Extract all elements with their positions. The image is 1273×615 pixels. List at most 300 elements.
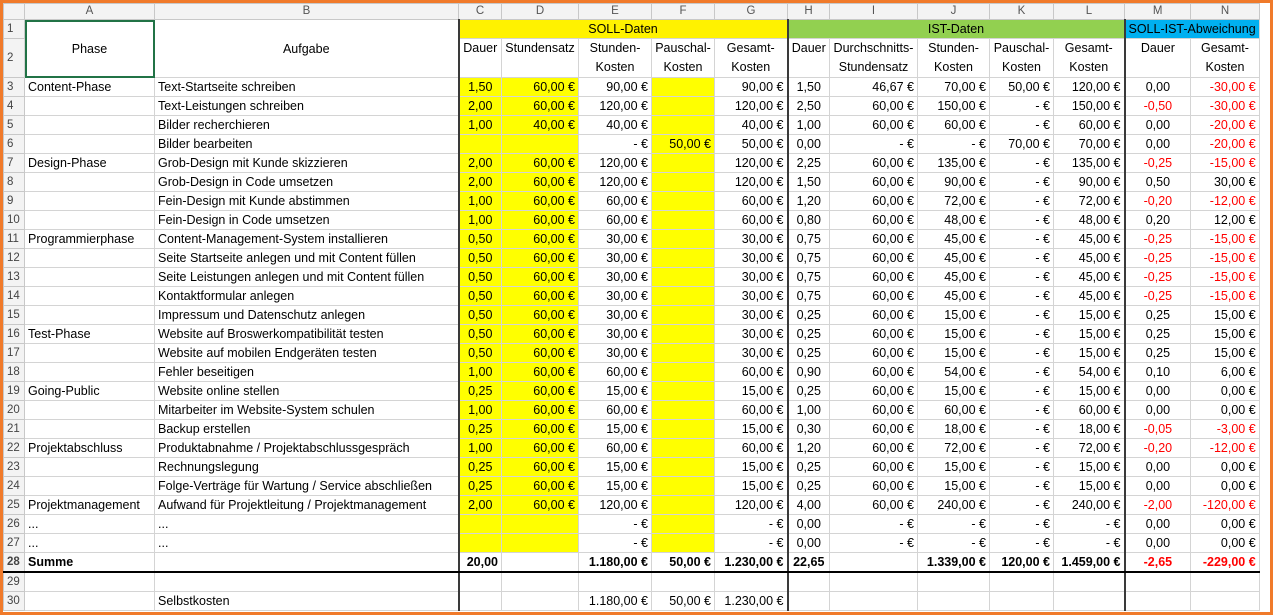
cell-soll-stundensatz[interactable]: 60,00 € [502,230,579,249]
row-header[interactable]: 21 [4,420,25,439]
column-header-d[interactable]: D [502,4,579,20]
cell-ist-gesamt-kosten[interactable]: 45,00 € [1054,249,1125,268]
empty-cell[interactable] [155,572,459,592]
cell-soll-pauschal-kosten[interactable] [652,97,715,116]
row-header[interactable]: 16 [4,325,25,344]
cell-ist-dauer[interactable]: 0,25 [788,382,830,401]
cell-soll-stundensatz[interactable] [502,135,579,154]
cell-ist-stunden-kosten[interactable]: 150,00 € [918,97,990,116]
cell-summe-soll-stundensatz[interactable] [502,553,579,573]
cell-soll-stunden-kosten[interactable]: 30,00 € [579,268,652,287]
cell-aufgabe[interactable]: Aufwand für Projektleitung / Projektmanagement [155,496,459,515]
cell-abw-gesamt-kosten[interactable]: -30,00 € [1191,97,1259,116]
cell-ist-dauer[interactable]: 0,25 [788,477,830,496]
cell-summe-aufgabe[interactable] [155,553,459,573]
cell-abw-dauer[interactable]: 0,00 [1125,401,1191,420]
header-h-pauschal-kosten[interactable] [652,39,715,78]
cell-ist-pauschal-kosten[interactable]: - € [990,477,1054,496]
cell-ist-pauschal-kosten[interactable]: - € [990,496,1054,515]
cell-ist-gesamt-kosten[interactable]: - € [1054,534,1125,553]
cell-phase[interactable] [25,211,155,230]
empty-cell[interactable] [1125,572,1191,592]
cell-aufgabe[interactable]: Fein-Design in Code umsetzen [155,211,459,230]
cell-abw-gesamt-kosten[interactable]: -3,00 € [1191,420,1259,439]
row-header[interactable]: 27 [4,534,25,553]
cell-ist-pauschal-kosten[interactable]: 50,00 € [990,78,1054,97]
cell-ist-stundensatz[interactable]: 60,00 € [830,287,918,306]
cell-abw-gesamt-kosten[interactable]: 15,00 € [1191,344,1259,363]
cell-soll-pauschal-kosten[interactable] [652,439,715,458]
cell-ist-dauer[interactable]: 0,75 [788,230,830,249]
cell-ist-pauschal-kosten[interactable]: - € [990,382,1054,401]
worksheet-grid[interactable] [3,3,1260,611]
cell-soll-gesamt-kosten[interactable]: 50,00 € [715,135,788,154]
cell-aufgabe[interactable]: Website auf mobilen Endgeräten testen [155,344,459,363]
cell-soll-dauer[interactable] [459,515,502,534]
cell-ist-stundensatz[interactable]: 60,00 € [830,420,918,439]
cell-abw-dauer[interactable]: 0,25 [1125,325,1191,344]
cell-abw-gesamt-kosten[interactable]: -120,00 € [1191,496,1259,515]
cell-soll-pauschal-kosten[interactable] [652,458,715,477]
cell-phase[interactable] [25,249,155,268]
cell-phase[interactable]: ... [25,515,155,534]
cell-ist-gesamt-kosten[interactable]: 72,00 € [1054,439,1125,458]
cell-phase[interactable] [25,268,155,287]
cell-soll-stunden-kosten[interactable]: 60,00 € [579,401,652,420]
cell-phase[interactable] [25,192,155,211]
cell-ist-stundensatz[interactable]: 60,00 € [830,211,918,230]
empty-cell[interactable] [918,592,990,611]
cell-soll-stundensatz[interactable]: 60,00 € [502,325,579,344]
cell-ist-stunden-kosten[interactable]: 72,00 € [918,192,990,211]
cell-abw-dauer[interactable]: 0,00 [1125,78,1191,97]
cell-soll-gesamt-kosten[interactable]: 30,00 € [715,230,788,249]
cell-ist-stundensatz[interactable]: - € [830,515,918,534]
cell-soll-pauschal-kosten[interactable] [652,306,715,325]
column-header-c[interactable]: C [459,4,502,20]
cell-ist-stundensatz[interactable]: 60,00 € [830,344,918,363]
cell-ist-dauer[interactable]: 1,00 [788,401,830,420]
cell-ist-gesamt-kosten[interactable]: 240,00 € [1054,496,1125,515]
cell-soll-dauer[interactable]: 1,00 [459,116,502,135]
cell-abw-gesamt-kosten[interactable]: -15,00 € [1191,230,1259,249]
cell-soll-stunden-kosten[interactable]: 30,00 € [579,344,652,363]
cell-ist-gesamt-kosten[interactable]: 45,00 € [1054,230,1125,249]
cell-summe-soll-dauer[interactable]: 20,00 [459,553,502,573]
row-header[interactable]: 23 [4,458,25,477]
cell-soll-dauer[interactable]: 1,00 [459,363,502,382]
header-h-stunden-kosten[interactable] [579,39,652,78]
cell-ist-gesamt-kosten[interactable]: 135,00 € [1054,154,1125,173]
cell-summe-label[interactable]: Summe [25,553,155,573]
cell-aufgabe[interactable]: Text-Startseite schreiben [155,78,459,97]
empty-cell[interactable] [1054,572,1125,592]
cell-soll-stundensatz[interactable] [502,534,579,553]
row-header[interactable]: 28 [4,553,25,573]
cell-soll-gesamt-kosten[interactable]: 40,00 € [715,116,788,135]
cell-soll-dauer[interactable]: 2,00 [459,97,502,116]
cell-ist-stundensatz[interactable]: 60,00 € [830,230,918,249]
cell-ist-gesamt-kosten[interactable]: 54,00 € [1054,363,1125,382]
cell-abw-dauer[interactable]: 0,00 [1125,135,1191,154]
row-header[interactable]: 3 [4,78,25,97]
cell-phase[interactable]: Test-Phase [25,325,155,344]
cell-soll-pauschal-kosten[interactable] [652,230,715,249]
cell-soll-stundensatz[interactable]: 60,00 € [502,477,579,496]
empty-cell[interactable] [502,572,579,592]
cell-phase[interactable]: Design-Phase [25,154,155,173]
cell-soll-stundensatz[interactable]: 60,00 € [502,458,579,477]
cell-soll-gesamt-kosten[interactable]: 60,00 € [715,211,788,230]
cell-ist-dauer[interactable]: 0,80 [788,211,830,230]
cell-ist-stunden-kosten[interactable]: - € [918,534,990,553]
cell-summe-ist-pauschal-kosten[interactable]: 120,00 € [990,553,1054,573]
cell-ist-stunden-kosten[interactable]: 45,00 € [918,268,990,287]
cell-aufgabe[interactable]: Grob-Design in Code umsetzen [155,173,459,192]
empty-cell[interactable] [918,572,990,592]
cell-ist-gesamt-kosten[interactable]: 15,00 € [1054,477,1125,496]
cell-soll-dauer[interactable]: 1,00 [459,439,502,458]
cell-phase[interactable] [25,287,155,306]
cell-ist-pauschal-kosten[interactable]: - € [990,420,1054,439]
cell-ist-pauschal-kosten[interactable]: - € [990,268,1054,287]
cell-abw-gesamt-kosten[interactable]: 6,00 € [1191,363,1259,382]
cell-ist-stunden-kosten[interactable]: 90,00 € [918,173,990,192]
row-header[interactable]: 29 [4,572,25,592]
empty-cell[interactable] [1125,592,1191,611]
cell-summe-ist-gesamt-kosten[interactable]: 1.459,00 € [1054,553,1125,573]
cell-ist-dauer[interactable]: 1,50 [788,78,830,97]
cell-soll-dauer[interactable]: 1,00 [459,401,502,420]
cell-soll-pauschal-kosten[interactable] [652,325,715,344]
empty-cell[interactable] [715,572,788,592]
row-header-1[interactable]: 1 [4,20,25,39]
cell-ist-stundensatz[interactable]: 60,00 € [830,116,918,135]
cell-ist-stundensatz[interactable]: 60,00 € [830,97,918,116]
cell-abw-gesamt-kosten[interactable]: -20,00 € [1191,135,1259,154]
cell-ist-stunden-kosten[interactable]: 60,00 € [918,401,990,420]
cell-ist-stunden-kosten[interactable]: 60,00 € [918,116,990,135]
column-header-l[interactable]: L [1054,4,1125,20]
cell-ist-stundensatz[interactable]: 60,00 € [830,382,918,401]
cell-ist-stunden-kosten[interactable]: 15,00 € [918,458,990,477]
empty-cell[interactable] [990,572,1054,592]
cell-aufgabe[interactable]: Bilder bearbeiten [155,135,459,154]
cell-soll-dauer[interactable]: 0,25 [459,420,502,439]
empty-cell[interactable] [830,592,918,611]
column-header-f[interactable]: F [652,4,715,20]
cell-soll-dauer[interactable]: 0,25 [459,382,502,401]
cell-soll-pauschal-kosten[interactable] [652,477,715,496]
cell-soll-stunden-kosten[interactable]: 30,00 € [579,287,652,306]
cell-aufgabe[interactable]: Seite Startseite anlegen und mit Content füllen [155,249,459,268]
cell-phase[interactable] [25,97,155,116]
cell-soll-gesamt-kosten[interactable]: 15,00 € [715,458,788,477]
cell-ist-pauschal-kosten[interactable]: - € [990,173,1054,192]
cell-soll-pauschal-kosten[interactable] [652,192,715,211]
cell-soll-stunden-kosten[interactable]: 15,00 € [579,420,652,439]
group-ist-daten[interactable]: IST-Daten [788,20,1125,39]
row-header[interactable]: 25 [4,496,25,515]
cell-soll-stundensatz[interactable]: 60,00 € [502,173,579,192]
cell-abw-dauer[interactable]: -0,25 [1125,230,1191,249]
cell-abw-dauer[interactable]: 0,00 [1125,458,1191,477]
cell-ist-gesamt-kosten[interactable]: 15,00 € [1054,306,1125,325]
header-h-ist-stunden-kosten[interactable] [918,39,990,78]
cell-phase[interactable]: Programmierphase [25,230,155,249]
column-header-h[interactable]: H [788,4,830,20]
cell-ist-dauer[interactable]: 0,30 [788,420,830,439]
cell-soll-dauer[interactable]: 1,00 [459,192,502,211]
cell-summe-abw-dauer[interactable]: -2,65 [1125,553,1191,573]
cell-abw-gesamt-kosten[interactable]: -12,00 € [1191,439,1259,458]
cell-ist-pauschal-kosten[interactable]: - € [990,230,1054,249]
header-aufgabe[interactable]: Aufgabe [155,20,459,78]
group-soll-ist-abweichung[interactable]: SOLL-IST-Abweichung [1125,20,1260,39]
cell-abw-gesamt-kosten[interactable]: 0,00 € [1191,477,1259,496]
cell-aufgabe[interactable]: Fein-Design mit Kunde abstimmen [155,192,459,211]
cell-soll-stunden-kosten[interactable]: 30,00 € [579,230,652,249]
cell-ist-pauschal-kosten[interactable]: - € [990,97,1054,116]
cell-ist-stundensatz[interactable]: 60,00 € [830,458,918,477]
cell-soll-pauschal-kosten[interactable] [652,211,715,230]
column-header-i[interactable]: I [830,4,918,20]
cell-soll-pauschal-kosten[interactable] [652,173,715,192]
cell-abw-gesamt-kosten[interactable]: -15,00 € [1191,249,1259,268]
cell-ist-stunden-kosten[interactable]: 15,00 € [918,477,990,496]
empty-cell[interactable] [502,592,579,611]
header-h-stundensatz[interactable] [502,39,579,78]
cell-ist-gesamt-kosten[interactable]: 15,00 € [1054,344,1125,363]
header-phase[interactable]: Phase [25,20,155,78]
cell-abw-gesamt-kosten[interactable]: 0,00 € [1191,458,1259,477]
cell-ist-stunden-kosten[interactable]: - € [918,515,990,534]
cell-ist-dauer[interactable]: 4,00 [788,496,830,515]
cell-soll-stunden-kosten[interactable]: 15,00 € [579,382,652,401]
cell-ist-stundensatz[interactable]: 60,00 € [830,477,918,496]
column-header-e[interactable]: E [579,4,652,20]
cell-ist-stundensatz[interactable]: 60,00 € [830,268,918,287]
cell-soll-gesamt-kosten[interactable]: 120,00 € [715,97,788,116]
cell-aufgabe[interactable]: Mitarbeiter im Website-System schulen [155,401,459,420]
cell-ist-stunden-kosten[interactable]: 15,00 € [918,382,990,401]
header-h-abw-gesamt-kosten[interactable] [1191,39,1259,78]
cell-soll-stunden-kosten[interactable]: 60,00 € [579,192,652,211]
cell-ist-stundensatz[interactable]: 60,00 € [830,306,918,325]
cell-aufgabe[interactable]: Website auf Broswerkompatibilität testen [155,325,459,344]
cell-abw-dauer[interactable]: 0,25 [1125,306,1191,325]
cell-summe-abw-gesamt-kosten[interactable]: -229,00 € [1191,553,1259,573]
cell-soll-dauer[interactable]: 2,00 [459,154,502,173]
cell-summe-soll-stunden-kosten[interactable]: 1.180,00 € [579,553,652,573]
cell-soll-stundensatz[interactable]: 60,00 € [502,97,579,116]
cell-soll-stundensatz[interactable]: 60,00 € [502,401,579,420]
cell-ist-pauschal-kosten[interactable]: - € [990,325,1054,344]
cell-abw-gesamt-kosten[interactable]: -20,00 € [1191,116,1259,135]
row-header[interactable]: 17 [4,344,25,363]
cell-soll-dauer[interactable]: 0,50 [459,287,502,306]
cell-ist-pauschal-kosten[interactable]: - € [990,116,1054,135]
cell-abw-dauer[interactable]: 0,00 [1125,515,1191,534]
cell-ist-pauschal-kosten[interactable]: - € [990,306,1054,325]
cell-abw-dauer[interactable]: 0,25 [1125,344,1191,363]
cell-summe-ist-stundensatz[interactable] [830,553,918,573]
cell-abw-dauer[interactable]: -0,25 [1125,249,1191,268]
cell-abw-dauer[interactable]: -0,25 [1125,154,1191,173]
cell-abw-dauer[interactable]: 0,50 [1125,173,1191,192]
cell-soll-stundensatz[interactable]: 60,00 € [502,287,579,306]
cell-selbstkosten-gesamt[interactable]: 1.230,00 € [715,592,788,611]
cell-ist-gesamt-kosten[interactable]: 120,00 € [1054,78,1125,97]
cell-soll-stunden-kosten[interactable]: 90,00 € [579,78,652,97]
header-h-abw-dauer[interactable] [1125,39,1191,78]
cell-soll-stunden-kosten[interactable]: 120,00 € [579,173,652,192]
cell-ist-gesamt-kosten[interactable]: 18,00 € [1054,420,1125,439]
cell-soll-dauer[interactable]: 0,50 [459,230,502,249]
cell-soll-pauschal-kosten[interactable] [652,420,715,439]
cell-phase[interactable] [25,135,155,154]
cell-abw-gesamt-kosten[interactable]: -15,00 € [1191,287,1259,306]
cell-aufgabe[interactable]: Produktabnahme / Projektabschlussgespräch [155,439,459,458]
cell-soll-stundensatz[interactable]: 60,00 € [502,420,579,439]
cell-ist-dauer[interactable]: 0,00 [788,135,830,154]
cell-ist-stunden-kosten[interactable]: 15,00 € [918,325,990,344]
cell-ist-stunden-kosten[interactable]: 15,00 € [918,344,990,363]
empty-cell[interactable] [579,572,652,592]
cell-ist-dauer[interactable]: 1,20 [788,192,830,211]
cell-soll-stundensatz[interactable]: 60,00 € [502,154,579,173]
empty-cell[interactable] [990,592,1054,611]
cell-ist-pauschal-kosten[interactable]: - € [990,401,1054,420]
select-all-corner[interactable] [4,4,25,20]
cell-soll-stundensatz[interactable]: 60,00 € [502,192,579,211]
cell-soll-stunden-kosten[interactable]: 15,00 € [579,458,652,477]
cell-soll-dauer[interactable] [459,135,502,154]
cell-abw-gesamt-kosten[interactable]: -30,00 € [1191,78,1259,97]
cell-soll-pauschal-kosten[interactable]: 50,00 € [652,135,715,154]
cell-ist-pauschal-kosten[interactable]: - € [990,154,1054,173]
cell-ist-stundensatz[interactable]: 60,00 € [830,325,918,344]
cell-abw-gesamt-kosten[interactable]: -15,00 € [1191,268,1259,287]
cell-aufgabe[interactable]: Rechnungslegung [155,458,459,477]
cell-ist-dauer[interactable]: 0,00 [788,534,830,553]
cell-soll-stundensatz[interactable]: 60,00 € [502,344,579,363]
row-header[interactable]: 13 [4,268,25,287]
cell-ist-stunden-kosten[interactable]: 54,00 € [918,363,990,382]
cell-soll-stundensatz[interactable]: 60,00 € [502,211,579,230]
cell-soll-pauschal-kosten[interactable] [652,268,715,287]
empty-cell[interactable] [1054,592,1125,611]
cell-soll-dauer[interactable]: 2,00 [459,496,502,515]
cell-soll-dauer[interactable]: 0,50 [459,268,502,287]
cell-abw-dauer[interactable]: 0,00 [1125,534,1191,553]
cell-ist-pauschal-kosten[interactable]: 70,00 € [990,135,1054,154]
column-header-b[interactable]: B [155,4,459,20]
cell-abw-dauer[interactable]: -2,00 [1125,496,1191,515]
cell-ist-stundensatz[interactable]: - € [830,135,918,154]
cell-soll-stunden-kosten[interactable]: - € [579,515,652,534]
cell-abw-dauer[interactable]: 0,00 [1125,477,1191,496]
cell-abw-gesamt-kosten[interactable]: 15,00 € [1191,325,1259,344]
cell-ist-dauer[interactable]: 0,25 [788,306,830,325]
cell-soll-stunden-kosten[interactable]: 40,00 € [579,116,652,135]
cell-abw-dauer[interactable]: -0,20 [1125,439,1191,458]
empty-cell[interactable] [1191,572,1259,592]
cell-ist-gesamt-kosten[interactable]: 48,00 € [1054,211,1125,230]
row-header[interactable]: 20 [4,401,25,420]
cell-soll-stundensatz[interactable]: 60,00 € [502,78,579,97]
cell-soll-gesamt-kosten[interactable]: 120,00 € [715,154,788,173]
cell-ist-stundensatz[interactable]: 60,00 € [830,401,918,420]
cell-soll-stunden-kosten[interactable]: 60,00 € [579,211,652,230]
cell-soll-dauer[interactable] [459,534,502,553]
row-header[interactable]: 4 [4,97,25,116]
cell-ist-gesamt-kosten[interactable]: 72,00 € [1054,192,1125,211]
cell-phase[interactable] [25,420,155,439]
cell-abw-gesamt-kosten[interactable]: -15,00 € [1191,154,1259,173]
empty-cell[interactable] [459,572,502,592]
cell-soll-dauer[interactable]: 0,25 [459,477,502,496]
cell-ist-stunden-kosten[interactable]: 70,00 € [918,78,990,97]
empty-cell[interactable] [788,572,830,592]
cell-aufgabe[interactable]: Website online stellen [155,382,459,401]
cell-ist-stundensatz[interactable]: 60,00 € [830,439,918,458]
cell-soll-gesamt-kosten[interactable]: 30,00 € [715,249,788,268]
cell-ist-pauschal-kosten[interactable]: - € [990,211,1054,230]
cell-soll-pauschal-kosten[interactable] [652,363,715,382]
cell-aufgabe[interactable]: Kontaktformular anlegen [155,287,459,306]
cell-soll-stunden-kosten[interactable]: 30,00 € [579,249,652,268]
cell-ist-gesamt-kosten[interactable]: 45,00 € [1054,287,1125,306]
cell-soll-pauschal-kosten[interactable] [652,344,715,363]
cell-soll-gesamt-kosten[interactable]: 120,00 € [715,496,788,515]
empty-cell[interactable] [1191,592,1259,611]
cell-soll-gesamt-kosten[interactable]: 30,00 € [715,268,788,287]
cell-soll-gesamt-kosten[interactable]: 30,00 € [715,344,788,363]
cell-abw-dauer[interactable]: -0,50 [1125,97,1191,116]
cell-soll-stundensatz[interactable]: 60,00 € [502,439,579,458]
cell-ist-gesamt-kosten[interactable]: 45,00 € [1054,268,1125,287]
cell-abw-gesamt-kosten[interactable]: 0,00 € [1191,534,1259,553]
column-header-j[interactable]: J [918,4,990,20]
cell-ist-dauer[interactable]: 0,90 [788,363,830,382]
cell-ist-stunden-kosten[interactable]: 45,00 € [918,249,990,268]
cell-phase[interactable] [25,477,155,496]
row-header[interactable]: 26 [4,515,25,534]
cell-aufgabe[interactable]: Backup erstellen [155,420,459,439]
cell-phase[interactable]: ... [25,534,155,553]
cell-ist-pauschal-kosten[interactable]: - € [990,192,1054,211]
cell-ist-dauer[interactable]: 0,25 [788,344,830,363]
header-h-ist-gesamt-kosten[interactable] [1054,39,1125,78]
cell-ist-pauschal-kosten[interactable]: - € [990,515,1054,534]
cell-ist-gesamt-kosten[interactable]: 150,00 € [1054,97,1125,116]
cell-soll-gesamt-kosten[interactable]: 90,00 € [715,78,788,97]
cell-ist-pauschal-kosten[interactable]: - € [990,287,1054,306]
row-header[interactable]: 24 [4,477,25,496]
cell-soll-stunden-kosten[interactable]: - € [579,534,652,553]
cell-soll-gesamt-kosten[interactable]: 30,00 € [715,306,788,325]
cell-aufgabe[interactable]: ... [155,534,459,553]
cell-ist-dauer[interactable]: 0,00 [788,515,830,534]
cell-abw-dauer[interactable]: 0,00 [1125,116,1191,135]
cell-soll-pauschal-kosten[interactable] [652,401,715,420]
empty-cell[interactable] [652,572,715,592]
row-header[interactable]: 5 [4,116,25,135]
cell-abw-dauer[interactable]: -0,20 [1125,192,1191,211]
cell-soll-pauschal-kosten[interactable] [652,534,715,553]
cell-aufgabe[interactable]: Seite Leistungen anlegen und mit Content füllen [155,268,459,287]
